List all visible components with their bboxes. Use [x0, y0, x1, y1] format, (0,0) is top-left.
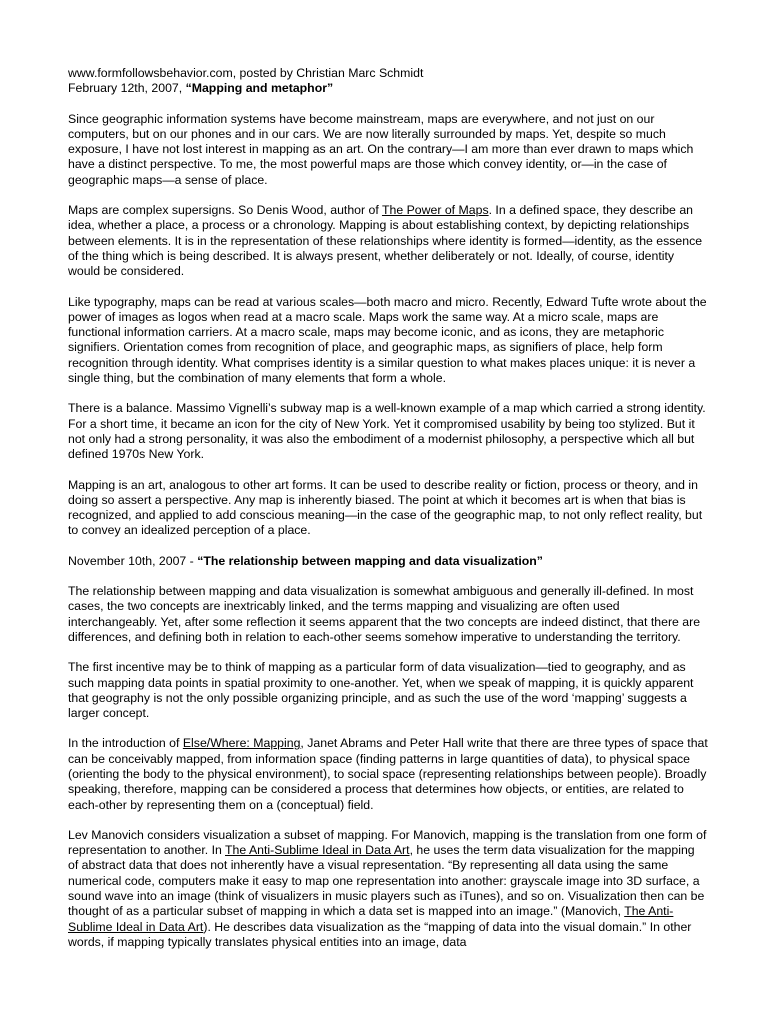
section-heading — [68, 554, 708, 569]
post-title: “Mapping and metaphor” — [185, 81, 334, 96]
paragraph — [68, 203, 708, 279]
paragraph-text: , he uses the term data visualization for the mapping of abstract data that does not inherently have a visual representation. “By representing all data using the same numerical code, computers make it easy to map one representation into another: grayscale image into 3D surface, a sound wave into an image (think of visualizers in music players such as iTunes), and so on. Visualization then can be thought of as a particular subset of mapping in which a data set is mapped into an image.” (Manovich, — [68, 843, 705, 919]
paragraph: Mapping is an art, analogous to other art forms. It can be used to describe reality or fiction, process or theory, and in doing so assert a perspective. Any map is inherently biased. The point at which it becomes art is when that bias is recognized, and applied to add conscious meaning—in the case of the geographic map, to not only reflect reality, but to convey an idealized perception of a place. — [68, 477, 703, 538]
paragraph: The first incentive may be to think of mapping as a particular form of data visualization—tied to geography, and as such mapping data points in spatial proximity to one-another. Yet, when we speak of mapping, it is quickly apparent that geography is not the only possible organizing principle, and as such the use of the word ‘mapping’ suggests a larger concept. — [68, 660, 694, 721]
paragraph-text: In the introduction of — [68, 736, 183, 751]
section-title: “The relationship between mapping and data visualization” — [197, 553, 543, 568]
paragraph-text: , Janet Abrams and Peter Hall write that there are three types of space that can be conceivably mapped, from information space (finding patterns in large quantities of data), to physical space (orienting the body to the physical environment), to social space (representing relationships between people). Broadly speaking, therefore, mapping can be considered a process that determines how objects, or entities, are related to each-other by representing them on a (conceptual) field. — [68, 736, 708, 812]
paragraph: There is a balance. Massimo Vignelli’s subway map is a well-known example of a map which carried a strong identity. For a short time, it became an icon for the city of New York. Yet it compromised usability by being too stylized. But it not only had a strong personality, it was also the embodiment of a modernist philosophy, a perspective which all but defined 1970s New York. — [68, 401, 706, 462]
paragraph: Like typography, maps can be read at various scales—both macro and micro. Recently, Edward Tufte wrote about the power of images as logos when read at a macro scale. Maps work the same way. At a micro scale, maps are functional information carriers. At a macro scale, maps may become iconic, and as icons, they are metaphoric signifiers. Orientation comes from recognition of place, and geographic maps, as signifiers of place, help form recognition through identity. What comprises identity is a similar question to what makes places unique: it is never a single thing, but the combination of many elements that form a whole. — [68, 294, 707, 386]
post-header — [68, 66, 708, 97]
paragraph-text: . In a defined space, they describe an idea, whether a place, a process or a chronology. Mapping is about establishing context, by depicting relationships between elements. It is in the representation of these relationships where identity is formed—identity, as the essence of the thing which is being described. It is always present, whether deliberately or not. Ideally, of course, identity would be considered. — [68, 203, 703, 279]
paragraph — [68, 828, 708, 950]
source-line: www.formfollowsbehavior.com, posted by Christian Marc Schmidt — [68, 66, 424, 80]
section-date: November 10th, 2007 - — [68, 553, 198, 568]
post-date: February 12th, 2007, — [68, 81, 186, 96]
book-title-link[interactable]: Else/Where: Mapping — [182, 736, 301, 751]
post-date-title — [68, 81, 708, 96]
paragraph — [68, 736, 708, 812]
document-page — [68, 66, 708, 965]
article-title-link[interactable]: The Anti-Sublime Ideal in Data Art — [225, 843, 410, 858]
paragraph-text: Lev Manovich considers visualization a subset of mapping. For Manovich, mapping is the translation from one form of representation to another. In — [68, 827, 707, 858]
paragraph-text: Maps are complex supersigns. So Denis Wood, author of — [68, 203, 382, 218]
article-title-link[interactable]: The Anti-Sublime Ideal in Data Art — [68, 904, 674, 934]
book-title-link[interactable]: The Power of Maps — [381, 203, 489, 218]
paragraph: The relationship between mapping and data visualization is somewhat ambiguous and generally ill-defined. In most cases, the two concepts are inextricably linked, and the terms mapping and visualizing are often used interchangeably. Yet, after some reflection it seems apparent that the two concepts are indeed distinct, that there are differences, and defining both in relation to each-other seems somehow imperative to understanding the territory. — [68, 584, 701, 644]
paragraph: Since geographic information systems have become mainstream, maps are everywhere, and not just on our computers, but on our phones and in our cars. We are now literally surrounded by maps. Yet, despite so much exposure, I have not lost interest in mapping as an art. On the contrary—I am more than ever drawn to maps which have a distinct perspective. To me, the most powerful maps are those which convey identity, or—in the case of geographic maps—a sense of place. — [68, 111, 694, 187]
paragraph-text: ). He describes data visualization as the “mapping of data into the visual domain.” In other words, if mapping typically translates physical entities into an image, data — [68, 919, 692, 949]
